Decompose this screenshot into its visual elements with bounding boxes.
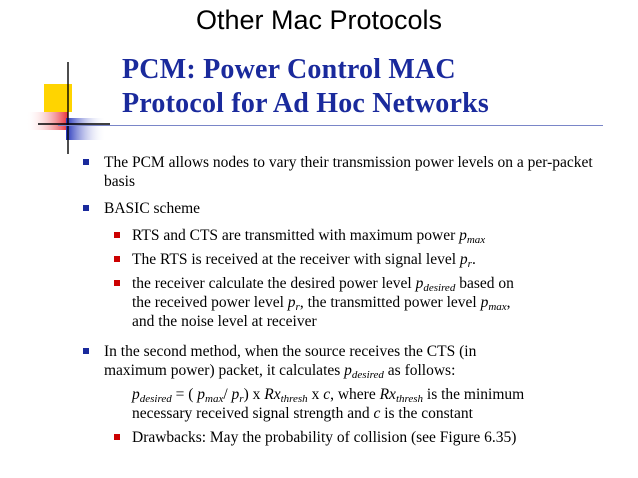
list-item: RTS and CTS are transmitted with maximum power $p_{max}$ (132, 226, 602, 245)
bullet-square-icon (114, 434, 120, 440)
bullet-square-icon (114, 280, 120, 286)
list-item: the receiver calculate the desired power level $p_{desired}$ based on the received power level $p_r$, the transmitted power level $p_{max}$, and the noise level at receiver (132, 274, 602, 331)
list-item: In the second method, when the source receives the CTS (in maximum power) packet, it calculates $p_{desired}$ as follows: (104, 342, 604, 380)
list-item: The RTS is received at the receiver with signal level $p_r$. (132, 250, 602, 269)
slide-title-line2: Protocol for Ad Hoc Networks (122, 88, 489, 119)
bullet-square-icon (83, 159, 89, 165)
formula-text: $p_{desired}$ = ( $p_{max}/$ $p_r$) x $Rx_{thresh}$ x c, where $Rx_{thresh}$ is the minimum necessary received signal strength and c is the constant (132, 386, 525, 422)
list-item: The PCM allows nodes to vary their transmission power levels on a per-packet basis (104, 153, 604, 191)
bullet-square-icon (83, 205, 89, 211)
list-item: BASIC scheme (104, 199, 604, 218)
bullet-square-icon (83, 348, 89, 354)
page-title: Other Mac Protocols (195, 5, 443, 35)
title-divider (58, 125, 603, 126)
bullet-square-icon (114, 232, 120, 238)
deco-red-bar (26, 112, 68, 130)
bullet-square-icon (114, 256, 120, 262)
slide-title-line1: PCM: Power Control MAC (122, 54, 456, 85)
list-item: Drawbacks: May the probability of collision (see Figure 6.35) (132, 428, 602, 447)
slide-title (122, 53, 489, 121)
decorative-squares-icon (0, 62, 110, 162)
deco-blue-block (66, 118, 106, 140)
